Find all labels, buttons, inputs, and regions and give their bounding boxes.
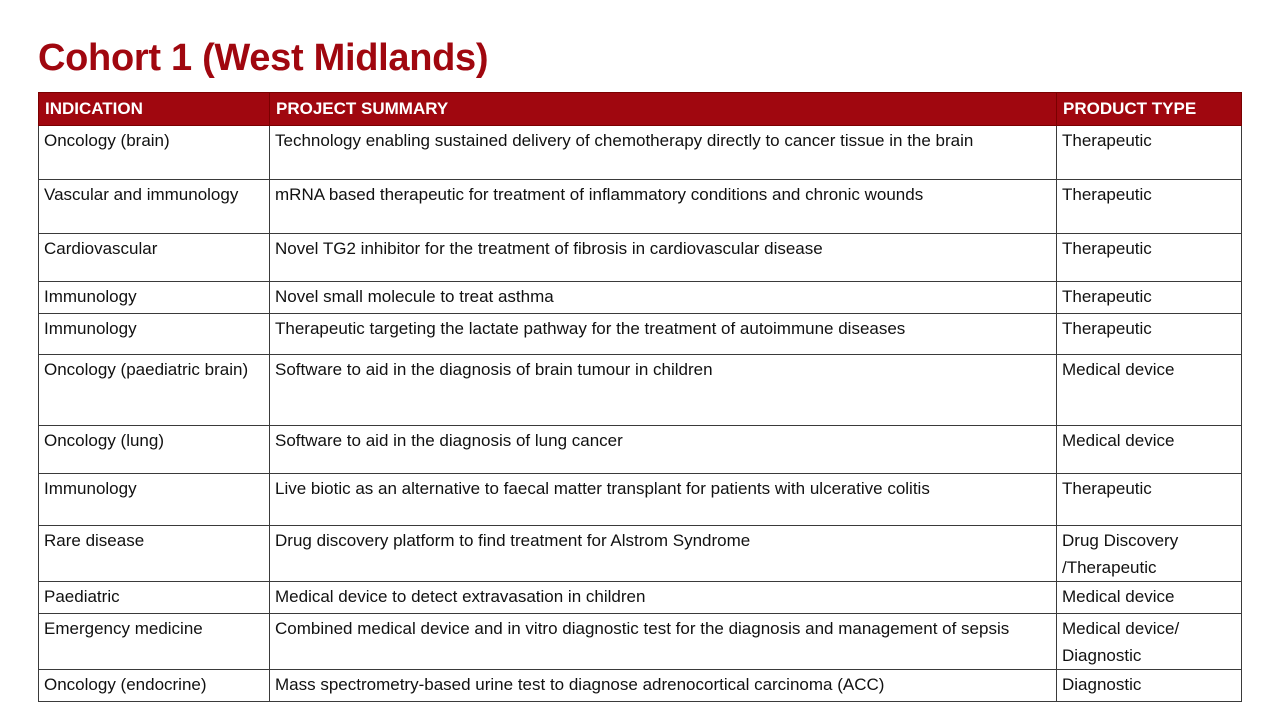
- cell-project-summary: Medical device to detect extravasation in children: [270, 582, 1057, 614]
- cell-indication: Rare disease: [39, 526, 270, 582]
- header-indication: INDICATION: [39, 93, 270, 126]
- cell-project-summary: Live biotic as an alternative to faecal matter transplant for patients with ulcerative colitis: [270, 474, 1057, 526]
- table-row: [39, 582, 1242, 614]
- cell-project-summary: Technology enabling sustained delivery of chemotherapy directly to cancer tissue in the brain: [270, 126, 1057, 180]
- table-row: [39, 126, 1242, 180]
- table-row: [39, 180, 1242, 234]
- cell-product-type: Therapeutic: [1057, 314, 1242, 355]
- cell-indication: Immunology: [39, 474, 270, 526]
- cell-project-summary: Software to aid in the diagnosis of lung cancer: [270, 426, 1057, 474]
- cell-product-type: Therapeutic: [1057, 180, 1242, 234]
- table-row: [39, 314, 1242, 355]
- cell-project-summary: Mass spectrometry-based urine test to diagnose adrenocortical carcinoma (ACC): [270, 670, 1057, 702]
- table-row: [39, 282, 1242, 314]
- cell-indication: Oncology (paediatric brain): [39, 355, 270, 426]
- cell-indication: Cardiovascular: [39, 234, 270, 282]
- header-project-summary: PROJECT SUMMARY: [270, 93, 1057, 126]
- cell-indication: Immunology: [39, 314, 270, 355]
- cell-project-summary: Novel small molecule to treat asthma: [270, 282, 1057, 314]
- cell-project-summary: Combined medical device and in vitro diagnostic test for the diagnosis and management of sepsis: [270, 614, 1057, 670]
- cell-product-type: Drug Discovery /Therapeutic: [1057, 526, 1242, 582]
- cell-indication: Oncology (brain): [39, 126, 270, 180]
- table-row: [39, 670, 1242, 702]
- cell-indication: Immunology: [39, 282, 270, 314]
- cell-product-type: Medical device: [1057, 426, 1242, 474]
- page-title: Cohort 1 (West Midlands): [38, 37, 489, 79]
- table-row: [39, 355, 1242, 426]
- cell-indication: Emergency medicine: [39, 614, 270, 670]
- table-row: [39, 426, 1242, 474]
- cell-indication: Vascular and immunology: [39, 180, 270, 234]
- cell-product-type: Therapeutic: [1057, 282, 1242, 314]
- cell-indication: Oncology (lung): [39, 426, 270, 474]
- cell-product-type: Therapeutic: [1057, 234, 1242, 282]
- cohort-table: [38, 92, 1242, 702]
- table-row: [39, 526, 1242, 582]
- cell-project-summary: mRNA based therapeutic for treatment of inflammatory conditions and chronic wounds: [270, 180, 1057, 234]
- cell-project-summary: Therapeutic targeting the lactate pathway for the treatment of autoimmune diseases: [270, 314, 1057, 355]
- cell-product-type: Medical device: [1057, 355, 1242, 426]
- cell-indication: Oncology (endocrine): [39, 670, 270, 702]
- cell-product-type: Medical device: [1057, 582, 1242, 614]
- cell-product-type: Medical device/ Diagnostic: [1057, 614, 1242, 670]
- cell-project-summary: Drug discovery platform to find treatment for Alstrom Syndrome: [270, 526, 1057, 582]
- cell-product-type: Diagnostic: [1057, 670, 1242, 702]
- table-row: [39, 474, 1242, 526]
- cell-project-summary: Software to aid in the diagnosis of brain tumour in children: [270, 355, 1057, 426]
- cell-indication: Paediatric: [39, 582, 270, 614]
- table-row: [39, 234, 1242, 282]
- table-header-row: [39, 93, 1242, 126]
- cell-product-type: Therapeutic: [1057, 474, 1242, 526]
- header-product-type: PRODUCT TYPE: [1057, 93, 1242, 126]
- cell-product-type: Therapeutic: [1057, 126, 1242, 180]
- table-row: [39, 614, 1242, 670]
- cell-project-summary: Novel TG2 inhibitor for the treatment of fibrosis in cardiovascular disease: [270, 234, 1057, 282]
